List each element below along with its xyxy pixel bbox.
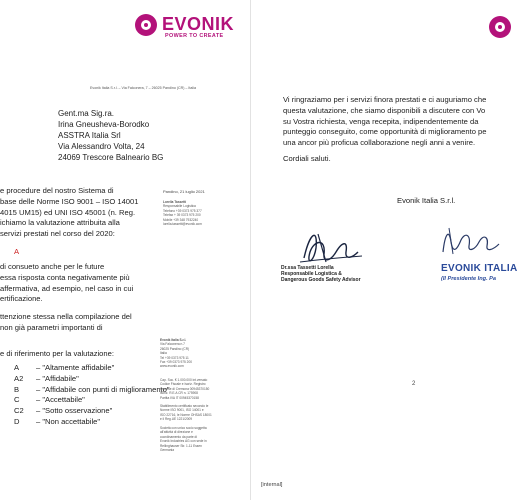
grade-item: A – "Altamente affidabile" [14,363,115,372]
intro-paragraph: e procedure del nostro Sistema di base delle Norme ISO 9001 – ISO 14001 4015 UM15) ed UNI ISO 45001 (n. Reg. ichiamo la valutazione attribuita alla servizi prestati nel corso del 2020: [0,186,139,239]
company-block-3: Stabilimento certificato secondo le Norme ISO 9001, ISO 14001 e ISO 22716, le Norme OHSAS 18001 e il Reg.UE 1221/2009 [160,404,212,422]
second-signature-company: EVONIK ITALIA [441,263,518,274]
recipient-address: Gent.ma Sig.ra. Irina Gneusheva-Borodko ASSTRA Italia Srl Via Alessandro Volta, 24 24069 Trescore Balneario BG [58,109,164,162]
grade-item: C – "Accettabile" [14,395,85,405]
section-letter: A [14,247,20,256]
evonik-logo-icon [489,16,511,38]
company-signoff: Evonik Italia S.r.l. [397,196,456,205]
signature-president-icon [439,222,501,262]
criteria-intro: e di riferimento per la valutazione: [0,349,114,358]
brand-name: EVONIK [162,14,235,34]
contact-block: Lorella Tassetti Responsabile Logistica Telefono +39 0373 975 377 Telefax + 39 0373 975 200 Mobile +39 348 7932240 lorella.tassetti@evonik.com [163,200,202,227]
company-block-1: Evonik Italia S.r.l. Via Falconera n.7 26025 Pandino (CR) Italia Tel +39 0373 975 11 Fax +39 0373 975 200 www.evonik.com [160,338,192,369]
document-footer: [internal] [261,482,283,488]
grade-item: D – "Non accettabile" [14,416,101,426]
second-signature-title: (Il Presidente Ing. Pa [441,276,497,282]
greeting: Cordiali saluti. [283,154,331,163]
company-block-4: Società con unico socio soggetta all'attività di direzione e coordinamento da parte di Evonik Industries AG con sede in Rellinghauser Str. 1-11 Essen Germania [160,426,207,453]
grades-list [14,363,170,428]
sender-line: Evonik Italia S.r.l. – Via Falconera, 7 – 26025 Pandino (CR) – Italia [90,86,197,90]
brand-tagline: POWER TO CREATE [165,33,224,39]
grade-item: B – "Affidabile con punti di miglioramento" [14,384,170,394]
letter-date: Pandino, 21 luglio 2021 [163,189,205,194]
paragraph-3: ttenzione stessa nella compilazione del non già parametri importanti di [0,312,132,332]
paragraph-2: di consueto anche per le future essa risposta conta negativamente più affermativa, ad esempio, nel caso in cui ertificazione. [0,262,134,304]
signatory-block: Dr.ssa Tassetti Lorella Responsabile Logistica & Dangerous Goods Safety Advisor [281,265,361,283]
evonik-logo-icon [135,14,157,36]
grade-item: C2 – "Sotto osservazione" [14,406,113,416]
letter-page-2 [250,0,518,500]
page-number: 2 [412,381,416,387]
letter-page-1 [0,0,250,500]
grade-item: A2 – "Affidabile" [14,373,79,383]
company-block-2: Cap. Soc. € 1.000.000 int.versato Codice Fiscale e Iscriz. Registro Imprese di Cremona 00945370150 Iscriz. R.E.A CR n. 175908 Partita IVA IT 00945370158 [160,378,210,400]
closing-paragraph: Vi ringraziamo per i servizi finora prestati e ci auguriamo che questa valutazione, che siamo disponibili a discutere con Vo su Vostra richiesta, venga recepita, indipendentemente da punteggio conseguito, come opportunità di miglioramento pe una ancor più proficua collaborazione negli anni a venire. [283,95,487,148]
